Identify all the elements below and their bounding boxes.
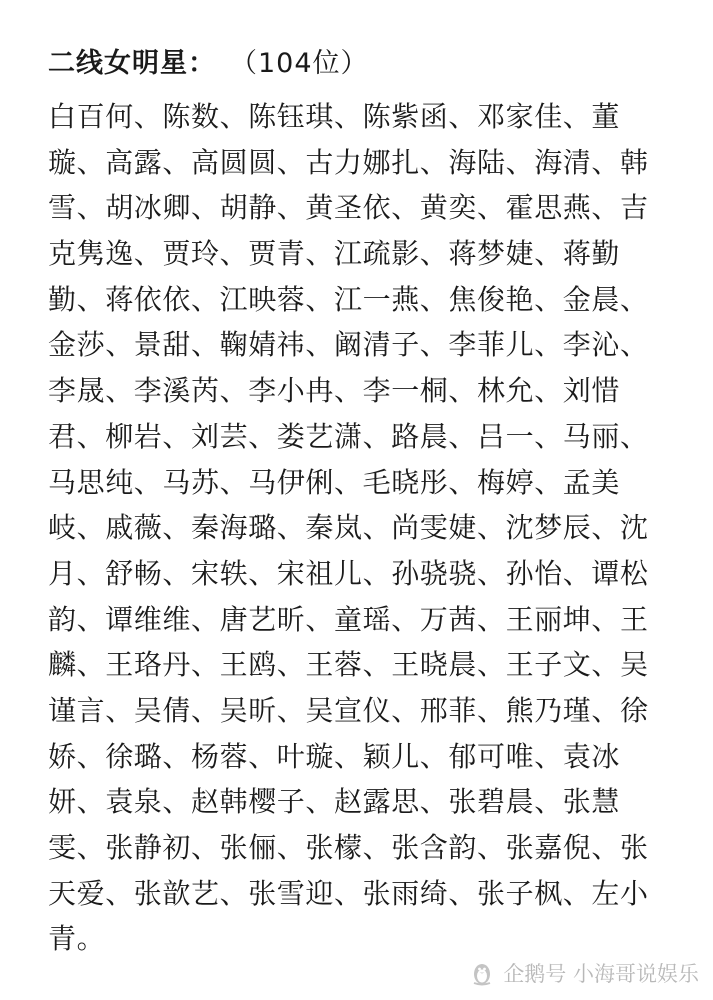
penguin-icon	[469, 960, 495, 986]
text-line: 月、舒畅、宋轶、宋祖儿、孙骁骁、孙怡、谭松	[48, 556, 649, 590]
text-line: 娇、徐璐、杨蓉、叶璇、颖儿、郁可唯、袁冰	[48, 739, 621, 773]
text-line: 天爱、张歆艺、张雪迎、张雨绮、张子枫、左小	[48, 876, 649, 910]
text-line: 雯、张静初、张俪、张檬、张含韵、张嘉倪、张	[48, 831, 649, 864]
section-header	[48, 38, 369, 82]
text-line: 君、柳岩、刘芸、娄艺潇、路晨、吕一、马丽、	[48, 419, 649, 453]
text-line: 雪、胡冰卿、胡静、黄圣依、黄奕、霍思燕、吉	[48, 191, 649, 225]
watermark-text: 企鹅号 小海哥说娱乐	[503, 962, 699, 986]
text-line: 白百何、陈数、陈钰琪、陈紫函、邓家佳、董	[48, 100, 621, 133]
text-line: 妍、袁泉、赵韩樱子、赵露思、张碧晨、张慧	[48, 785, 621, 819]
name-list	[48, 94, 688, 962]
text-line: 麟、王珞丹、王鸥、王蓉、王晓晨、王子文、吴	[48, 648, 649, 682]
section-title: 二线女明星：	[48, 47, 216, 79]
watermark	[469, 958, 699, 988]
text-line: 璇、高露、高圆圆、古力娜扎、海陆、海清、韩	[48, 145, 649, 179]
text-line: 金莎、景甜、鞠婧祎、阚清子、李菲儿、李沁、	[48, 328, 649, 362]
text-line: 青。	[48, 922, 106, 956]
text-line: 韵、谭维维、唐艺昕、童瑶、万茜、王丽坤、王	[48, 602, 649, 636]
section-count: （104位）	[230, 47, 369, 79]
text-line: 李晟、李溪芮、李小冉、李一桐、林允、刘惜	[48, 374, 621, 408]
text-line: 岐、戚薇、秦海璐、秦岚、尚雯婕、沈梦辰、沈	[48, 511, 649, 545]
text-line: 勤、蒋依依、江映蓉、江一燕、焦俊艳、金晨、	[48, 282, 649, 316]
text-line: 谨言、吴倩、吴昕、吴宣仪、邢菲、熊乃瑾、徐	[48, 693, 649, 727]
text-line: 马思纯、马苏、马伊俐、毛晓彤、梅婷、孟美	[48, 465, 621, 499]
text-line: 克隽逸、贾玲、贾青、江疏影、蒋梦婕、蒋勤	[48, 237, 621, 271]
